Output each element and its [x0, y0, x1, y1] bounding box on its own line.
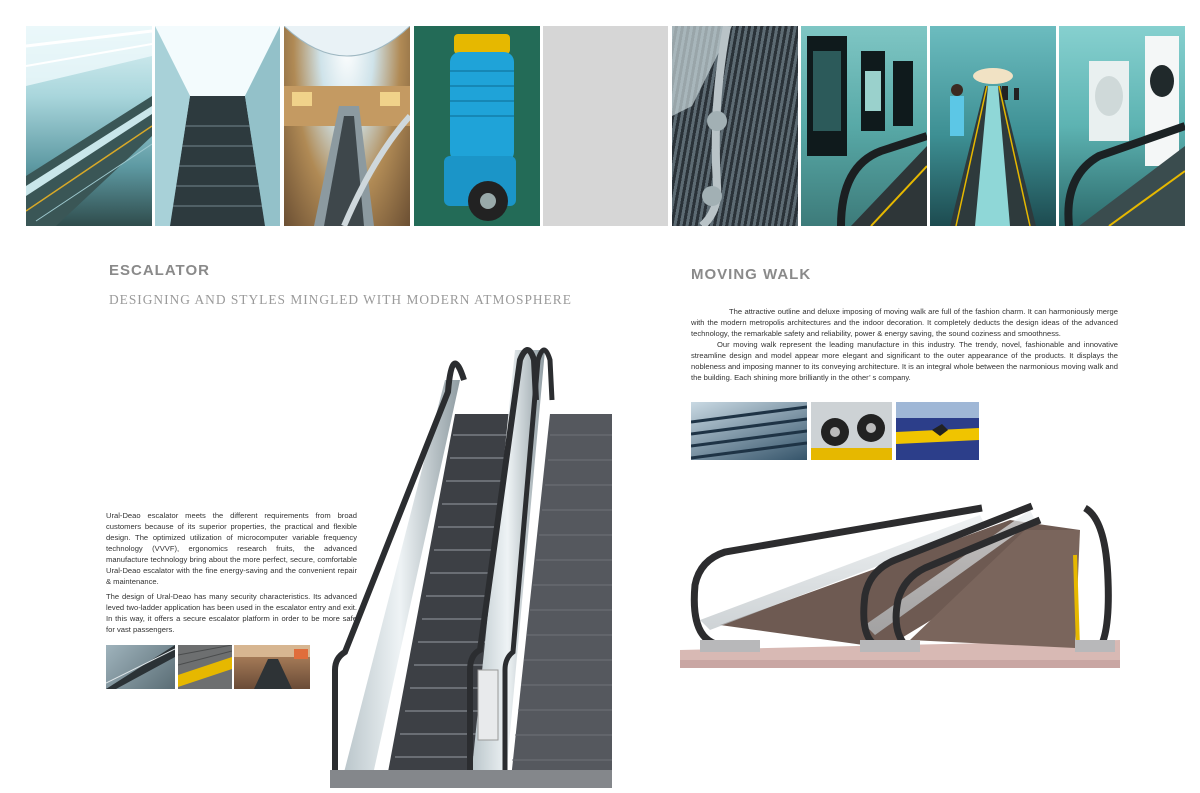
escalator-title: ESCALATOR — [109, 262, 210, 279]
moving-walk-billboard-photo — [1059, 26, 1185, 226]
step-comb-closeup-photo — [106, 645, 175, 689]
escalator-glass-hall-photo — [26, 26, 152, 226]
handrail-closeup-photo — [672, 26, 798, 226]
escalator-main-illustration — [330, 340, 612, 788]
mall-escalator-photo — [284, 26, 410, 226]
yellow-comb-plate-photo — [896, 402, 979, 460]
moving-walk-description — [691, 306, 1118, 383]
moving-walk-passengers-photo — [930, 26, 1056, 226]
escalator-paragraph-1: Ural-Deao escalator meets the different requirements from broad customers because of its superior properties, the practical and flexible design. The optimized utilization of microcomputer variable frequency technology (VVVF), ergonomics research fruits, the advanced manufacture technology bring about the more perfect, secure, comfortable Ural-Deao escalator with the fine energy-saving and the convenient repair & maintenance. — [106, 511, 357, 586]
moving-walk-main-illustration — [680, 500, 1120, 668]
drive-motor-photo — [414, 26, 540, 226]
moving-walk-paragraph-1: The attractive outline and deluxe imposing of moving walk are full of the fashion charm. It can harmoniously merge with the modern metropolis architectures and the indoor decoration. It completely deducts the design ideas of the advanced technology, the remarkable safety and reliability, power & energy saving, the sound coziness and smoothness. — [691, 307, 1118, 338]
escalator-entry-photo — [234, 645, 310, 689]
caster-wheels-photo — [811, 402, 892, 460]
moving-walk-advert-photo — [801, 26, 927, 226]
moving-walk-title: MOVING WALK — [691, 266, 812, 283]
escalator-subtitle: DESIGNING AND STYLES MINGLED WITH MODERN ATMOSPHERE — [109, 292, 572, 307]
blank-grey-panel — [543, 26, 668, 226]
pallet-closeup-photo — [691, 402, 807, 460]
yellow-demarcation-step-photo — [178, 645, 232, 689]
escalator-tunnel-photo — [155, 26, 280, 226]
moving-walk-paragraph-2: Our moving walk represent the leading manufacture in this industry. The trendy, novel, fashionable and innovative streamline design and model appear more elegant and significant to the outer appearance of the products. It displays the nobleness and imposing manner to its conveying architecture. It is an integral whole between the narmonious moving walk and the building. Each shining more brilliantly in the other’ s company. — [691, 340, 1118, 382]
escalator-description — [106, 510, 357, 635]
escalator-paragraph-2: The design of Ural-Deao has many security characteristics. Its advanced leved two-ladder application has been used in the escalator entry and exit. In this way, it offers a secure escalator platform in order to be more safe for vast passengers. — [106, 592, 357, 634]
